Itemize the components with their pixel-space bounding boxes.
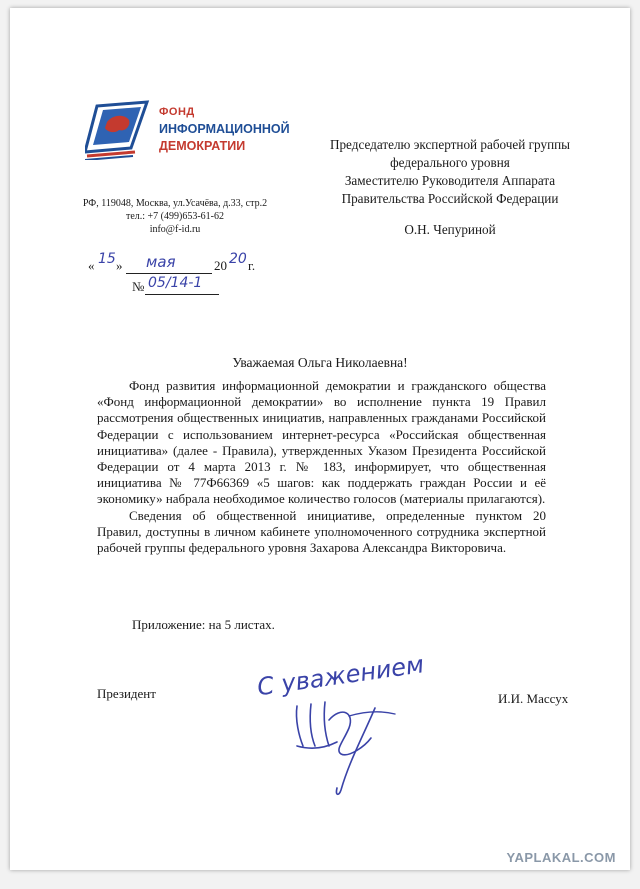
recipient-line2: федерального уровня	[390, 155, 510, 170]
address-line: РФ, 119048, Москва, ул.Усачёва, д.33, стр.2	[82, 198, 268, 209]
recipient-line3: Заместителю Руководителя Аппарата	[344, 173, 556, 188]
letter-body	[97, 378, 546, 556]
org-address	[70, 197, 280, 236]
number-underline	[145, 294, 219, 295]
date-month-underline	[126, 273, 212, 274]
body-paragraph-2: Сведения об общественной инициативе, определенные пунктом 20 Правил, доступны в личном кабинете уполномоченного сотрудника экспертной рабочей группы федерального уровня Захарова Александра Викторовича.	[97, 507, 546, 556]
date-year-unit: г.	[248, 258, 256, 273]
site-watermark: YAPLAKAL.COM	[506, 850, 616, 865]
number-label: №	[132, 279, 145, 294]
signer-title: Президент	[97, 686, 156, 701]
attachment-note: Приложение: на 5 листах.	[132, 617, 275, 632]
recipient-name: О.Н. Чепуриной	[404, 222, 496, 237]
greeting: Уважаемая Ольга Николаевна!	[232, 355, 408, 370]
date-month: мая	[146, 253, 176, 271]
recipient-line4: Правительства Российской Федерации	[341, 191, 559, 206]
date-year-prefix: 20	[214, 258, 227, 273]
date-open-quote: «	[88, 258, 95, 273]
body-paragraph-1: Фонд развития информационной демократии и гражданского общества «Фонд информационной демократии» во исполнение пункта 19 Правил рассмотрения общественных инициатив, направленных гражданами Российской Федерации с использованием интернет-ресурса «Российская общественная инициатива» (далее - Правила), утвержденных Указом Президента Российской Федерации от 4 марта 2013 г. № 183, информирует, что общественная инициатива № 77Ф66369 «5 шагов: как поддержать граждан России и её экономику» набрала необходимое количество голосов (материалы прилагаются).	[97, 378, 546, 507]
date-day: 15	[98, 251, 116, 267]
signer-name: И.И. Массух	[498, 691, 569, 706]
recipient-line1: Председателю экспертной рабочей группы	[329, 137, 571, 152]
signature-note: С уважением	[255, 650, 425, 702]
recipient-block	[300, 136, 600, 208]
phone-line: тел.: +7 (499)653-61-62	[125, 211, 225, 222]
date-number-block	[88, 253, 288, 298]
org-logo	[85, 96, 290, 168]
handwritten-signature	[245, 650, 425, 800]
date-close-quote: »	[116, 258, 123, 273]
date-year-suffix: 20	[229, 251, 247, 267]
email-line: info@f-id.ru	[149, 224, 201, 235]
org-name-line2: ИНФОРМАЦИОННОЙ	[159, 122, 290, 136]
org-logo-text	[159, 104, 290, 155]
org-logo-icon	[85, 100, 155, 160]
org-name-line3: ДЕМОКРАТИИ	[159, 139, 246, 153]
document-number: 05/14-1	[148, 275, 203, 291]
org-name-line1: ФОНД	[159, 106, 195, 118]
signature-icon	[245, 650, 425, 800]
